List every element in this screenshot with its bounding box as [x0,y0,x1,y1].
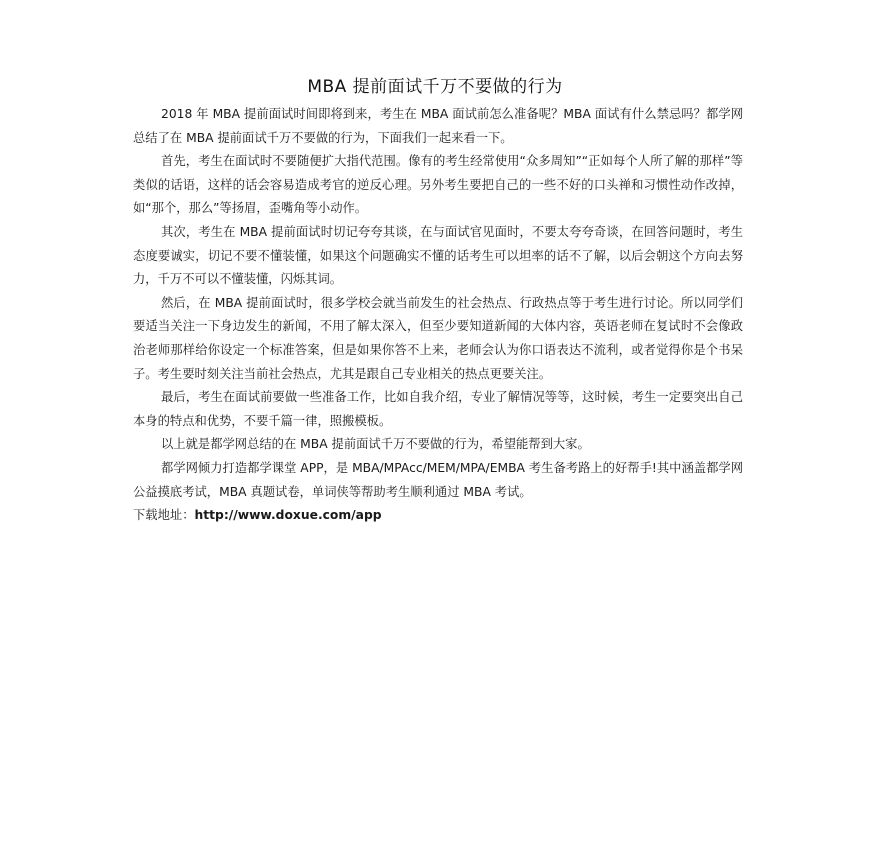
paragraph-third: 然后，在 MBA 提前面试时，很多学校会就当前发生的社会热点、行政热点等于考生进行讨论。所以同学们要适当关注一下身边发生的新闻，不用了解太深入，但至少要知道新闻的大体内容，英语老师在复试时不会像政治老师那样给你设定一个标准答案，但是如果你答不上来，老师会认为你口语表达不流利，或者觉得你是个书呆子。考生要时刻关注当前社会热点，尤其是跟自己专业相关的热点更要关注。 [133,295,743,381]
paragraph-second: 其次，考生在 MBA 提前面试时切记夸夸其谈，在与面试官见面时，不要太夸夸奇谈，在回答问题时，考生态度要诚实，切记不要不懂装懂，如果这个问题确实不懂的话考生可以坦率的话不了解，以后会朝这个方向去努力，千万不可以不懂装懂，闪烁其词。 [133,224,743,287]
paragraph-last: 最后，考生在面试前要做一些准备工作，比如自我介绍，专业了解情况等等，这时候，考生一定要突出自己本身的特点和优势，不要千篇一律，照搬模板。 [133,390,743,428]
download-link[interactable]: http://www.doxue.com/app [194,508,382,523]
document-title: MBA 提前面试千万不要做的行为 [307,77,563,97]
download-line [133,504,743,528]
download-label: 下载地址： [133,508,195,523]
paragraph-intro: 2018 年 MBA 提前面试时间即将到来，考生在 MBA 面试前怎么准备呢？MBA 面试有什么禁忌吗？都学网总结了在 MBA 提前面试千万不要做的行为，下面我们一起来看一下。 [133,107,743,145]
paragraph-first: 首先，考生在面试时不要随便扩大指代范围。像有的考生经常使用“众多周知”“正如每个人所了解的那样”等类似的话语，这样的话会容易造成考官的逆反心理。另外考生要把自己的一些不好的口头禅和习惯性动作改掉，如“那个，那么”等扬眉，歪嘴角等小动作。 [133,154,743,216]
paragraph-promo: 都学网倾力打造都学课堂 APP，是 MBA/MPAcc/MEM/MPA/EMBA 考生备考路上的好帮手!其中涵盖都学网公益摸底考试，MBA 真题试卷，单词侠等帮助考生顺利通过 MBA 考试。 [133,460,743,499]
document-body [133,103,743,528]
paragraph-summary: 以上就是都学网总结的在 MBA 提前面试千万不要做的行为，希望能帮到大家。 [161,437,590,452]
